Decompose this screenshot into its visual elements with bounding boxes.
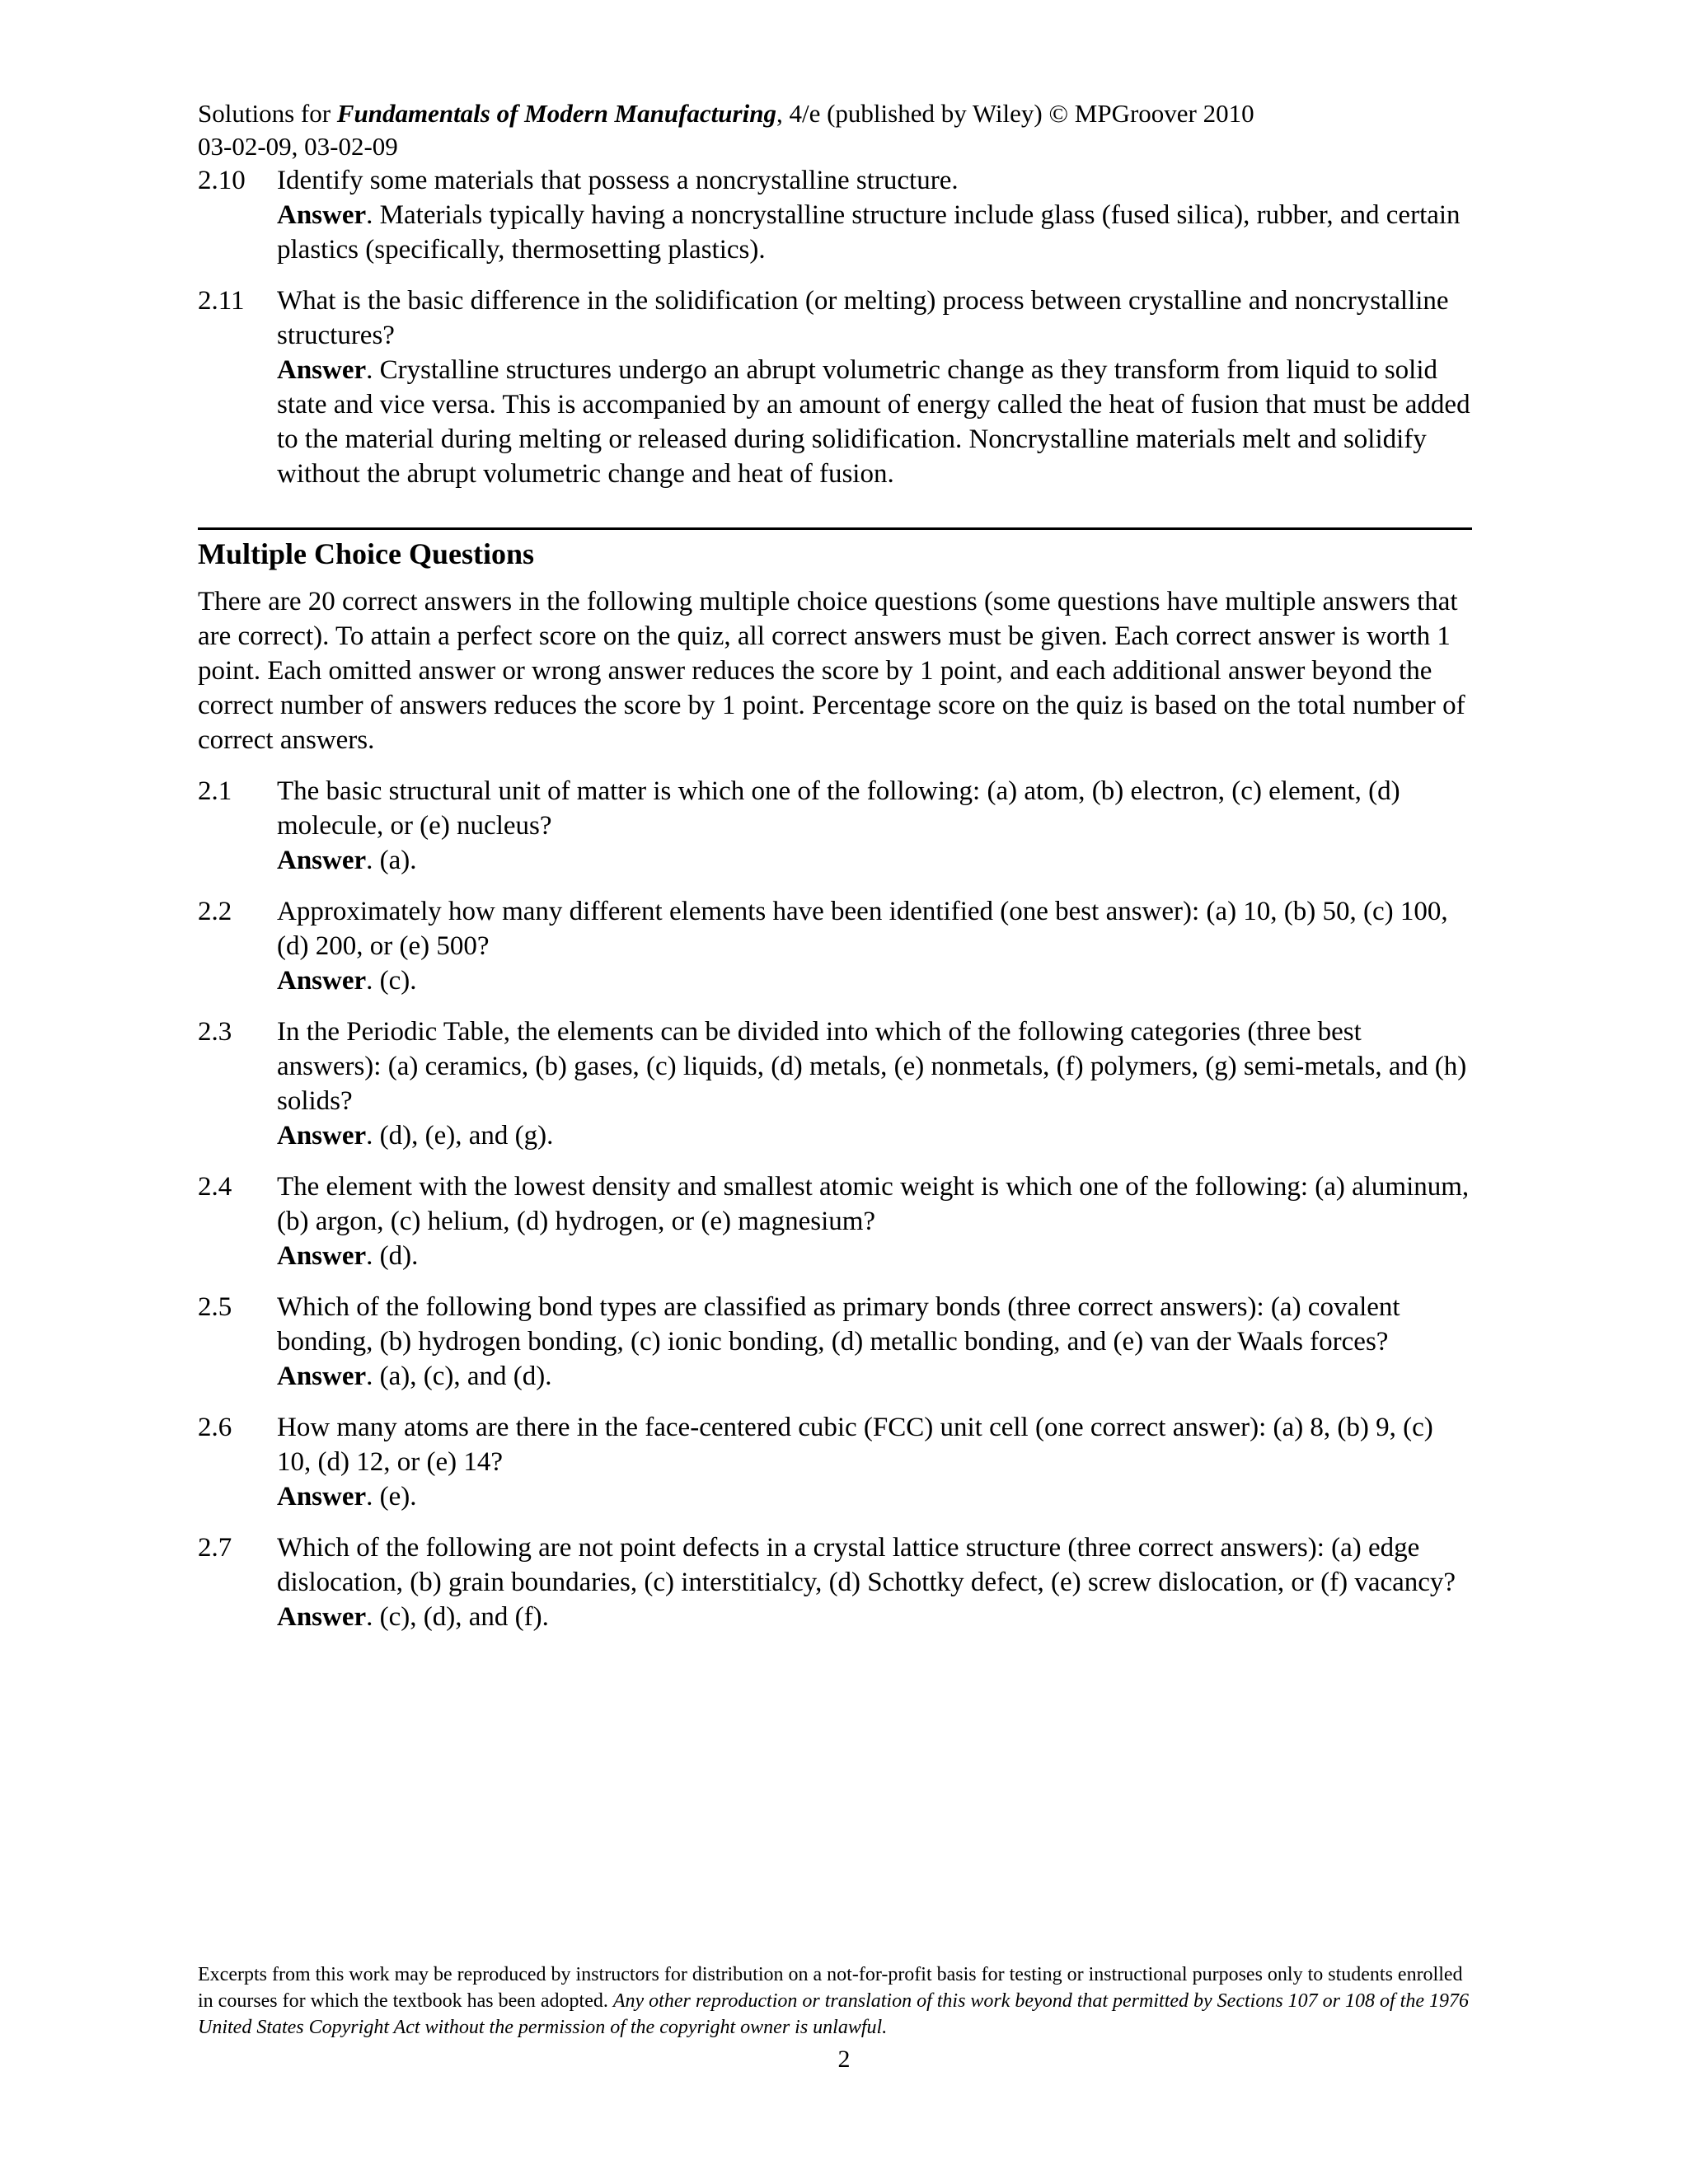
- question-number: 2.5: [198, 1292, 232, 1322]
- question-number: 2.2: [198, 897, 232, 926]
- section-intro: There are 20 correct answers in the following multiple choice questions (some questions have multiple answers that are correct). To attain a perfect score on the quiz, all correct answers must be given. Each correct answer is worth 1 point. Each omitted answer or wrong answer reduces the score by 1 point, and each additional answer beyond the correct number of answers reduces the score by 1 point. Percentage score on the quiz is based on the total number of correct answers.: [198, 587, 1465, 755]
- answer-text: [277, 353, 1472, 491]
- header-dates: 03-02-09, 03-02-09: [198, 132, 398, 161]
- page-number: 2: [837, 2046, 851, 2073]
- answer-label: Answer: [277, 1121, 367, 1151]
- mc-question-2-5: [198, 1290, 1472, 1394]
- answer-text: [277, 198, 1472, 267]
- answer-body: . (c), (d), and (f).: [366, 1602, 549, 1632]
- answer-text: [277, 963, 1472, 998]
- answer-body: . Materials typically having a noncrystalline structure include glass (fused silica), rubber, and certain plastics (specifically, thermosetting plastics).: [277, 200, 1461, 265]
- answer-label: Answer: [277, 966, 367, 996]
- answer-label: Answer: [277, 1241, 367, 1271]
- mc-question-2-7: [198, 1530, 1472, 1634]
- mc-question-2-4: [198, 1169, 1472, 1273]
- question-text: Which of the following bond types are classified as primary bonds (three correct answers): (a) covalent bonding, (b) hydrogen bonding, (c) ionic bonding, (d) metallic bonding, and (e) van der Waals forces?: [277, 1292, 1400, 1357]
- question-text: The element with the lowest density and smallest atomic weight is which one of the following: (a) aluminum, (b) argon, (c) helium, (d) hydrogen, or (e) magnesium?: [277, 1172, 1470, 1236]
- question-text: The basic structural unit of matter is which one of the following: (a) atom, (b) electron, (c) element, (d) molecule, or (e) nucleus?: [277, 776, 1400, 841]
- answer-body: . (d).: [366, 1241, 419, 1271]
- answer-text: [277, 1479, 1472, 1514]
- header-book-title: Fundamentals of Modern Manufacturing: [336, 99, 776, 128]
- answer-label: Answer: [277, 200, 367, 230]
- copyright-footer: [198, 1961, 1472, 2041]
- question-number: 2.7: [198, 1533, 232, 1563]
- page-header: [198, 97, 1472, 163]
- review-question-2-10: [198, 163, 1472, 267]
- answer-body: . (e).: [366, 1482, 417, 1511]
- question-text: Which of the following are not point defects in a crystal lattice structure (three correct answers): (a) edge dislocation, (b) grain boundaries, (c) interstitialcy, (d) Schottky defect, (e) screw dislocation, or (f) vacancy?: [277, 1533, 1456, 1597]
- header-suffix: , 4/e (published by Wiley) © MPGroover 2010: [776, 99, 1254, 128]
- question-text: Identify some materials that possess a noncrystalline structure.: [277, 166, 959, 195]
- answer-text: [277, 1239, 1472, 1273]
- question-text: What is the basic difference in the solidification (or melting) process between crystalline and noncrystalline structures?: [277, 286, 1449, 350]
- answer-body: . Crystalline structures undergo an abrupt volumetric change as they transform from liquid to solid state and vice versa. This is accompanied by an amount of energy called the heat of fusion that must be added to the material during melting or released during solidification. Noncrystalline materials melt and solidify without the abrupt volumetric change and heat of fusion.: [277, 355, 1470, 489]
- answer-body: . (a).: [366, 846, 417, 875]
- section-title: Multiple Choice Questions: [198, 537, 535, 570]
- answer-text: [277, 1359, 1472, 1394]
- question-number: 2.1: [198, 776, 232, 806]
- question-number: 2.3: [198, 1017, 232, 1047]
- answer-body: . (d), (e), and (g).: [366, 1121, 554, 1151]
- document-page: [198, 97, 1472, 1651]
- question-number: 2.10: [198, 166, 246, 195]
- question-text: In the Periodic Table, the elements can be divided into which of the following categories (three best answers): (a) ceramics, (b) gases, (c) liquids, (d) metals, (e) nonmetals, (f) polymers, (g) semi-metals, and (h) solids?: [277, 1017, 1467, 1116]
- footer-italic-text: Any other reproduction or translation of this work beyond that permitted by Sections 107 or 108 of the 1976 United States Copyright Act without the permission of the copyright owner is unlawful.: [198, 1990, 1469, 2038]
- header-citation: [198, 97, 1472, 130]
- question-number: 2.6: [198, 1413, 232, 1442]
- answer-body: . (a), (c), and (d).: [366, 1361, 552, 1391]
- mc-question-2-2: [198, 894, 1472, 998]
- question-number: 2.11: [198, 286, 245, 316]
- answer-label: Answer: [277, 1482, 367, 1511]
- answer-text: [277, 1600, 1472, 1634]
- mc-question-2-3: [198, 1015, 1472, 1153]
- answer-body: . (c).: [366, 966, 417, 996]
- mc-question-2-6: [198, 1410, 1472, 1514]
- answer-label: Answer: [277, 1361, 367, 1391]
- answer-label: Answer: [277, 846, 367, 875]
- answer-text: [277, 843, 1472, 878]
- question-number: 2.4: [198, 1172, 232, 1202]
- answer-label: Answer: [277, 1602, 367, 1632]
- answer-label: Answer: [277, 355, 367, 385]
- question-text: How many atoms are there in the face-centered cubic (FCC) unit cell (one correct answer): (a) 8, (b) 9, (c) 10, (d) 12, or (e) 14?: [277, 1413, 1433, 1477]
- header-prefix: Solutions for: [198, 99, 337, 128]
- footer-plain-text: Excerpts from this work may be reproduced by instructors for distribution on a not-for-profit basis for testing or instructional purposes only to students enrolled in courses for which the textbook has been adopted.: [198, 1964, 1463, 2012]
- review-question-2-11: [198, 284, 1472, 491]
- section-divider: [198, 527, 1472, 530]
- answer-text: [277, 1118, 1472, 1153]
- question-text: Approximately how many different elements have been identified (one best answer): (a) 10, (b) 50, (c) 100, (d) 200, or (e) 500?: [277, 897, 1448, 961]
- mc-question-2-1: [198, 774, 1472, 878]
